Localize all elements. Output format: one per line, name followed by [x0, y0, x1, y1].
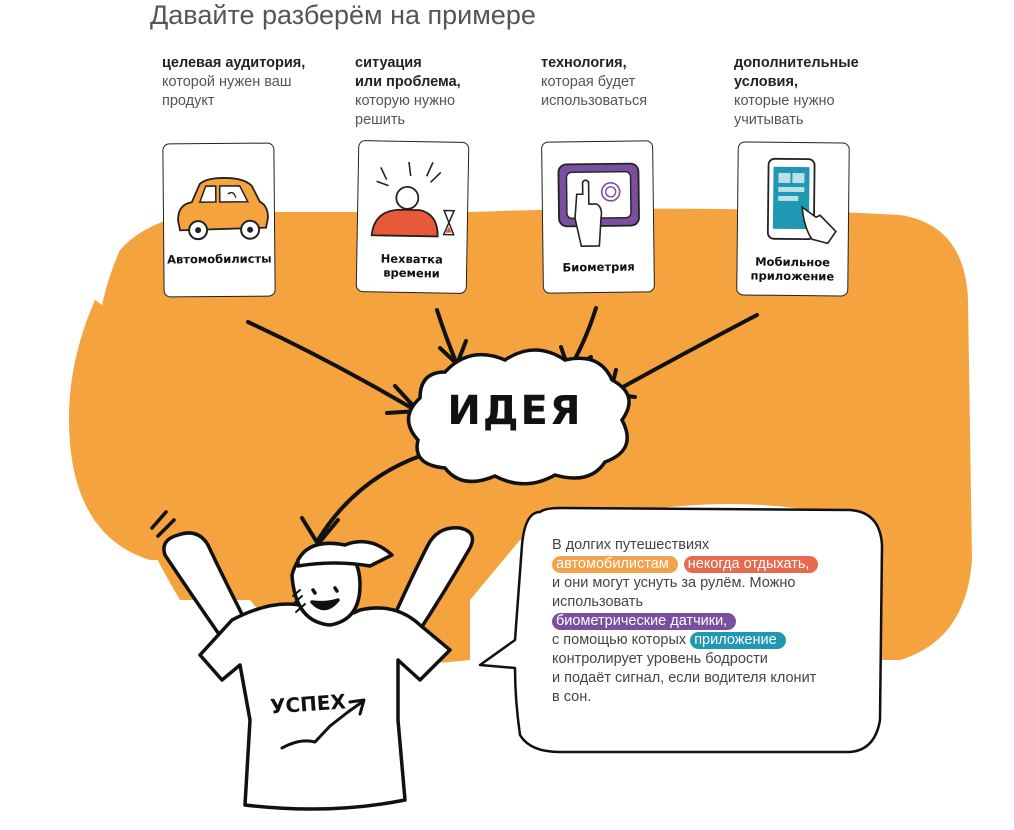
highlight-tech: биометрические датчики, [552, 613, 736, 630]
category-conditions-line1: дополнительные [734, 55, 859, 71]
category-conditions [734, 54, 859, 130]
car-icon [163, 144, 276, 299]
card-problem [356, 140, 470, 294]
category-problem [355, 54, 461, 130]
highlight-app: приложение [690, 632, 785, 649]
card-conditions-label-line2: приложение [750, 268, 835, 284]
category-problem-line4: решить [355, 112, 406, 128]
category-audience-line3: продукт [162, 93, 215, 109]
page-title: Давайте разберём на примере [150, 0, 536, 30]
shirt-label: УСПЕХ [269, 689, 347, 719]
card-audience-label-line1: Автомобилисты [167, 251, 272, 267]
card-audience-label [164, 252, 274, 267]
highlight-problem: некогда отдыхать, [684, 556, 819, 573]
category-conditions-line4: учитывать [734, 112, 804, 128]
speech-line-3: и они могут уснуть за рулём. Можно [552, 575, 796, 591]
category-conditions-line2: условия, [734, 74, 798, 90]
card-technology [541, 140, 655, 293]
speech-line-5 [552, 612, 852, 631]
speech-line-8: и подаёт сигнал, если водителя клонит [552, 670, 817, 686]
category-conditions-line3: которые нужно [734, 93, 835, 109]
speech-line-4: использовать [552, 594, 643, 610]
category-problem-line3: которую нужно [355, 93, 456, 109]
category-technology [541, 54, 647, 111]
category-technology-line3: использоваться [541, 93, 648, 109]
category-audience [162, 54, 305, 111]
speech-line-6-text: с помощью которых [552, 632, 687, 648]
card-problem-label-line2: времени [383, 265, 440, 281]
card-conditions-label-line1: Мобильное [755, 254, 831, 270]
speech-line-7: контролирует уровень бодрости [552, 651, 768, 667]
speech-line-9: в сон. [552, 689, 592, 705]
card-conditions [736, 141, 850, 296]
category-problem-line1: ситуация [355, 55, 422, 71]
card-problem-label-line1: Нехватка [380, 251, 443, 267]
category-audience-line1: целевая аудитория, [162, 55, 306, 71]
happy-person-icon [152, 512, 472, 809]
category-audience-line2: которой нужен ваш [162, 74, 292, 90]
category-technology-line1: технология, [541, 55, 627, 71]
card-technology-label-line1: Биометрия [562, 259, 635, 275]
idea-label: ИДЕЯ [447, 388, 583, 434]
card-conditions-label [737, 254, 847, 283]
card-audience [162, 143, 275, 298]
category-problem-line2: или проблема, [355, 74, 461, 90]
highlight-audience: автомобилистам [552, 556, 678, 573]
speech-line-2 [552, 555, 852, 574]
speech-line-6 [552, 631, 852, 650]
speech-text [552, 536, 852, 707]
category-technology-line2: которая будет [541, 74, 636, 90]
card-technology-label [544, 259, 654, 274]
speech-line-1: В долгих путешествиях [552, 537, 710, 553]
card-problem-label [357, 251, 466, 281]
